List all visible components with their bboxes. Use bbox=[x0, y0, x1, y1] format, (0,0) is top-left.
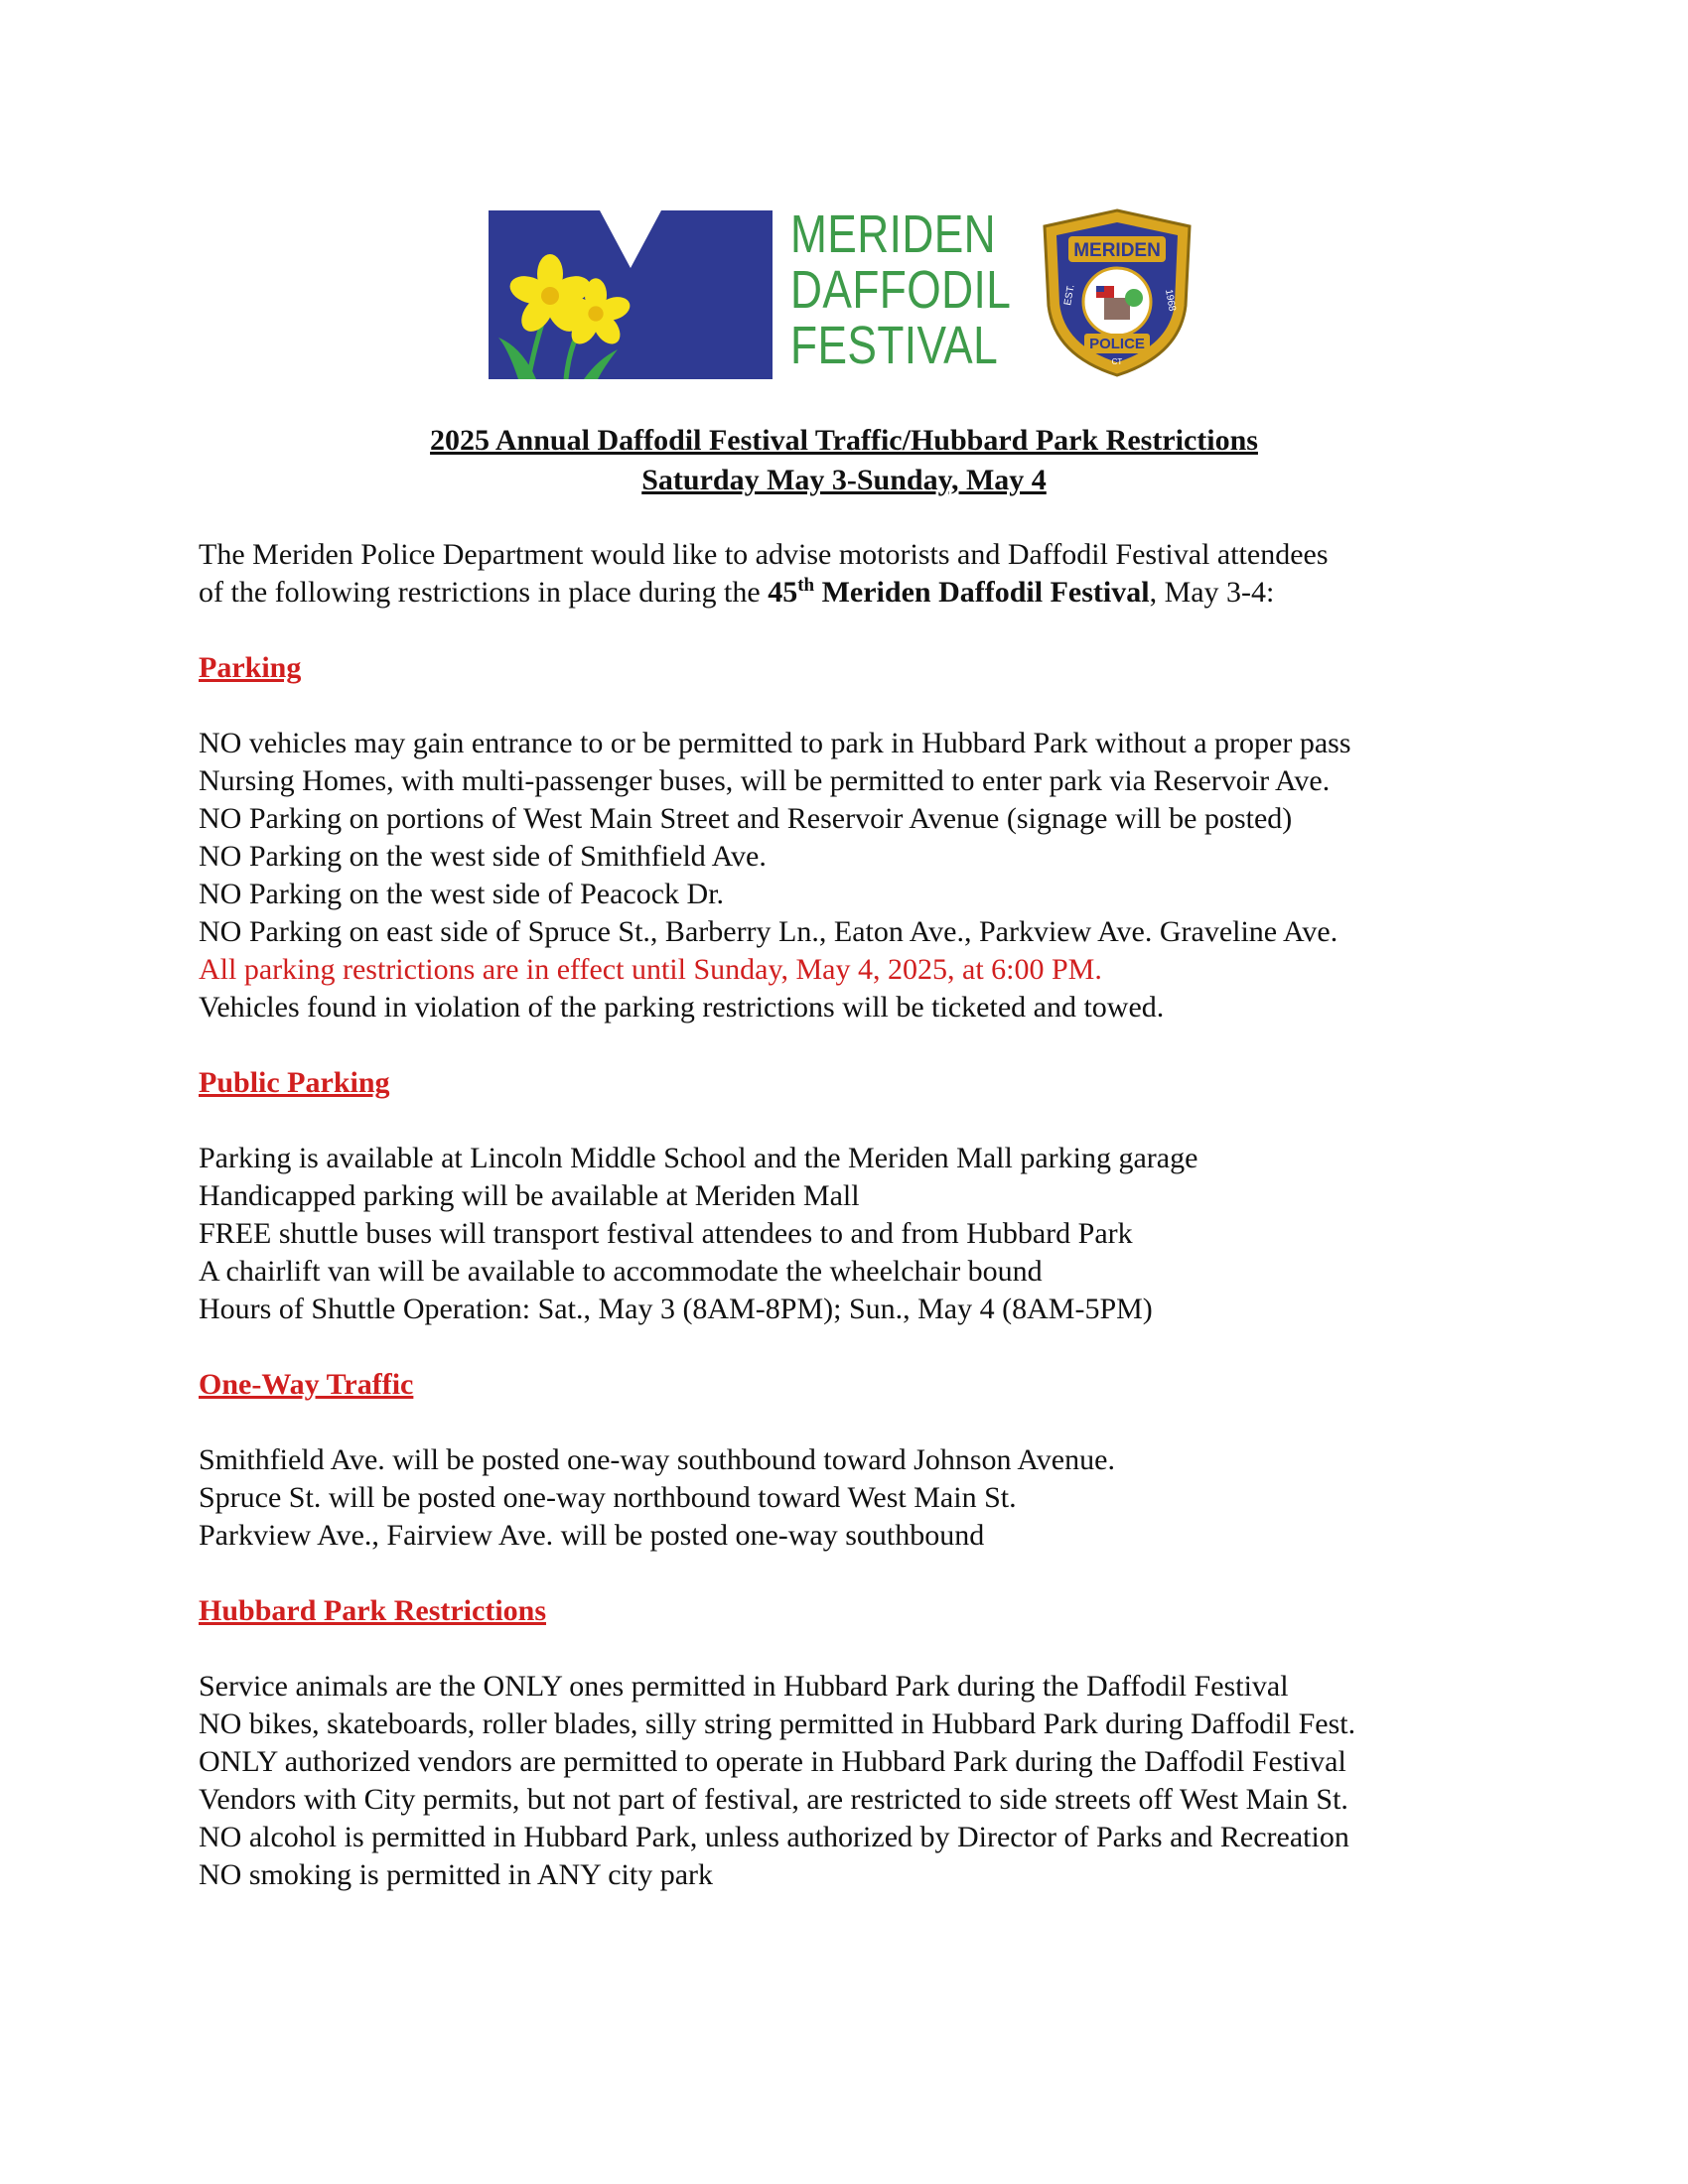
intro-edition-number: 45 bbox=[768, 576, 798, 609]
list-item: Spruce St. will be posted one-way northbound toward West Main St. bbox=[199, 1481, 1017, 1514]
list-item: Vehicles found in violation of the parking restrictions will be ticketed and towed. bbox=[199, 991, 1165, 1024]
document-body bbox=[199, 536, 1509, 1894]
intro-paragraph bbox=[199, 536, 1509, 612]
parking-deadline-notice: All parking restrictions are in effect until Sunday, May 4, 2025, at 6:00 PM. bbox=[199, 953, 1102, 986]
parking-list bbox=[199, 725, 1509, 1026]
list-item: A chairlift van will be available to accommodate the wheelchair bound bbox=[199, 1255, 1043, 1288]
festival-logo bbox=[489, 206, 1194, 379]
title-line-2: Saturday May 3-Sunday, May 4 bbox=[641, 464, 1047, 496]
list-item: ONLY authorized vendors are permitted to operate in Hubbard Park during the Daffodil Festival bbox=[199, 1745, 1346, 1778]
hubbard-park-heading: Hubbard Park Restrictions bbox=[199, 1594, 547, 1627]
logo-wordmark bbox=[790, 205, 1012, 375]
list-item: Nursing Homes, with multi-passenger buses, will be permitted to enter park via Reservoir Ave. bbox=[199, 764, 1331, 797]
badge-police-text: POLICE bbox=[1089, 336, 1145, 352]
one-way-traffic-heading: One-Way Traffic bbox=[199, 1368, 414, 1401]
parking-heading: Parking bbox=[199, 651, 302, 684]
intro-prefix: of the following restrictions in place during the bbox=[199, 576, 769, 609]
list-item: Parkview Ave., Fairview Ave. will be posted one-way southbound bbox=[199, 1519, 985, 1552]
logo-line-3: FESTIVAL bbox=[790, 316, 999, 375]
list-item: NO Parking on portions of West Main Street and Reservoir Avenue (signage will be posted) bbox=[199, 802, 1293, 835]
list-item: Service animals are the ONLY ones permitted in Hubbard Park during the Daffodil Festival bbox=[199, 1670, 1289, 1703]
intro-festival-name: Meriden Daffodil Festival bbox=[814, 576, 1150, 609]
public-parking-heading: Public Parking bbox=[199, 1066, 390, 1099]
list-item: Hours of Shuttle Operation: Sat., May 3 (8AM-8PM); Sun., May 4 (8AM-5PM) bbox=[199, 1293, 1153, 1325]
intro-line-2 bbox=[199, 574, 1509, 612]
title-line-1: 2025 Annual Daffodil Festival Traffic/Hubbard Park Restrictions bbox=[430, 424, 1258, 457]
list-item: Smithfield Ave. will be posted one-way southbound toward Johnson Avenue. bbox=[199, 1443, 1115, 1476]
document-title bbox=[0, 421, 1688, 500]
intro-suffix: , May 3-4: bbox=[1149, 576, 1275, 609]
list-item: NO vehicles may gain entrance to or be permitted to park in Hubbard Park without a proper pass bbox=[199, 727, 1351, 759]
list-item: Handicapped parking will be available at Meriden Mall bbox=[199, 1179, 860, 1212]
badge-est-text: EST. bbox=[1062, 283, 1077, 307]
badge-state-text: CT bbox=[1111, 357, 1123, 366]
logo-line-1: MERIDEN bbox=[790, 205, 997, 264]
list-item: NO Parking on east side of Spruce St., Barberry Ln., Eaton Ave., Parkview Ave. Graveline Ave. bbox=[199, 915, 1338, 948]
list-item: NO smoking is permitted in ANY city park bbox=[199, 1858, 713, 1891]
logo-line-2: DAFFODIL bbox=[790, 260, 1012, 320]
hubbard-park-list bbox=[199, 1668, 1509, 1894]
list-item: Vendors with City permits, but not part of festival, are restricted to side streets off West Main St. bbox=[199, 1783, 1348, 1816]
list-item: NO Parking on the west side of Smithfield Ave. bbox=[199, 840, 767, 873]
one-way-traffic-list bbox=[199, 1441, 1509, 1555]
meriden-m-logo bbox=[489, 210, 773, 379]
list-item: FREE shuttle buses will transport festival attendees to and from Hubbard Park bbox=[199, 1217, 1133, 1250]
intro-line-1: The Meriden Police Department would like to advise motorists and Daffodil Festival attendees bbox=[199, 538, 1329, 571]
badge-top-text: MERIDEN bbox=[1073, 240, 1161, 261]
public-parking-list bbox=[199, 1140, 1509, 1328]
badge-year-text: 1968 bbox=[1163, 288, 1178, 313]
list-item: NO bikes, skateboards, roller blades, silly string permitted in Hubbard Park during Daffodil Fest. bbox=[199, 1707, 1356, 1740]
police-badge-icon bbox=[1041, 206, 1194, 379]
list-item: NO Parking on the west side of Peacock Dr. bbox=[199, 878, 725, 910]
list-item: NO alcohol is permitted in Hubbard Park, unless authorized by Director of Parks and Recreation bbox=[199, 1821, 1349, 1853]
list-item: Parking is available at Lincoln Middle School and the Meriden Mall parking garage bbox=[199, 1142, 1198, 1174]
intro-edition-suffix: th bbox=[797, 575, 815, 596]
